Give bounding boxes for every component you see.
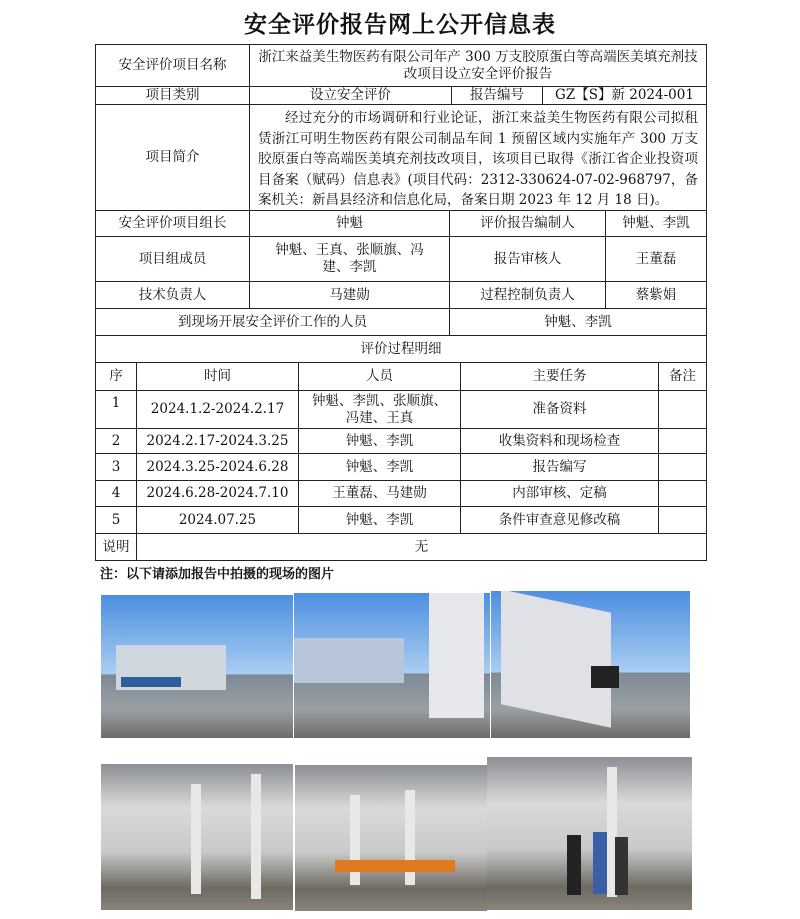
col-header-task: 主要任务 xyxy=(461,363,659,391)
row-1-remark xyxy=(659,391,707,429)
row-2-no: 2 xyxy=(96,429,137,454)
row-5-time: 2024.07.25 xyxy=(137,507,299,534)
reviewer: 王董磊 xyxy=(606,237,707,282)
row-2-remark xyxy=(659,429,707,454)
report-no-label: 报告编号 xyxy=(452,87,543,105)
site-photo-interior-1 xyxy=(101,764,293,910)
info-table xyxy=(95,44,707,561)
note-value: 无 xyxy=(137,534,707,561)
row-4-task: 内部审核、定稿 xyxy=(461,481,659,507)
tech: 马建勋 xyxy=(250,282,450,309)
col-header-people: 人员 xyxy=(299,363,461,391)
row-4-remark xyxy=(659,481,707,507)
process-ctrl: 蔡紫娟 xyxy=(606,282,707,309)
row-1-no: 1 xyxy=(96,391,137,429)
project-name: 浙江来益美生物医药有限公司年产 300 万支胶原蛋白等高端医美填充剂技改项目设立安全评价报告 xyxy=(250,45,707,87)
col-header-no: 序 xyxy=(96,363,137,391)
photo-note: 注：以下请添加报告中拍摄的现场的图片 xyxy=(100,567,335,582)
row-2-people: 钟魁、李凯 xyxy=(299,429,461,454)
col-header-time: 时间 xyxy=(137,363,299,391)
col-header-remark: 备注 xyxy=(659,363,707,391)
row-3-time: 2024.3.25-2024.6.28 xyxy=(137,454,299,481)
row-4-people: 王董磊、马建勋 xyxy=(299,481,461,507)
category-label: 项目类别 xyxy=(96,87,250,105)
row-5-task: 条件审查意见修改稿 xyxy=(461,507,659,534)
onsite-label: 到现场开展安全评价工作的人员 xyxy=(96,309,450,336)
row-1-time: 2024.1.2-2024.2.17 xyxy=(137,391,299,429)
process-ctrl-label: 过程控制负责人 xyxy=(450,282,606,309)
category: 设立安全评价 xyxy=(250,87,452,105)
leader: 钟魁 xyxy=(250,211,450,237)
row-4-time: 2024.6.28-2024.7.10 xyxy=(137,481,299,507)
row-5-no: 5 xyxy=(96,507,137,534)
note-label: 说明 xyxy=(96,534,137,561)
row-4-no: 4 xyxy=(96,481,137,507)
row-3-remark xyxy=(659,454,707,481)
compiler: 钟魁、李凯 xyxy=(606,211,707,237)
report-no: GZ【S】新 2024-001 xyxy=(543,87,707,105)
row-1-people: 钟魁、李凯、张顺旗、冯建、王真 xyxy=(299,391,461,429)
summary-label: 项目简介 xyxy=(96,105,250,211)
site-photo-exterior-3 xyxy=(491,591,690,738)
row-1-task: 准备资料 xyxy=(461,391,659,429)
row-5-people: 钟魁、李凯 xyxy=(299,507,461,534)
row-5-remark xyxy=(659,507,707,534)
site-photo-interior-3 xyxy=(487,757,692,910)
row-3-people: 钟魁、李凯 xyxy=(299,454,461,481)
members: 钟魁、王真、张顺旗、冯建、李凯 xyxy=(250,237,450,282)
summary: 经过充分的市场调研和行业论证，浙江来益美生物医药有限公司拟租赁浙江可明生物医药有限公司制品车间 1 预留区域内实施年产 300 万支胶原蛋白等高端医美填充剂技改项目，该项目已取得《浙江省企业投资项目备案（赋码）信息表》(项目代码：2312-330624-07-02-968797，备案机关：新昌县经济和信息化局，备案日期 2023 年 12 月 18 日)。 xyxy=(250,105,707,211)
site-photo-interior-2 xyxy=(295,765,487,911)
compiler-label: 评价报告编制人 xyxy=(450,211,606,237)
page-title: 安全评价报告网上公开信息表 xyxy=(244,11,556,38)
row-3-no: 3 xyxy=(96,454,137,481)
row-3-task: 报告编写 xyxy=(461,454,659,481)
leader-label: 安全评价项目组长 xyxy=(96,211,250,237)
site-photo-exterior-1 xyxy=(101,595,293,738)
reviewer-label: 报告审核人 xyxy=(450,237,606,282)
row-2-task: 收集资料和现场检查 xyxy=(461,429,659,454)
onsite: 钟魁、李凯 xyxy=(450,309,707,336)
process-section-title: 评价过程明细 xyxy=(96,336,707,363)
tech-label: 技术负责人 xyxy=(96,282,250,309)
project-name-label: 安全评价项目名称 xyxy=(96,45,250,87)
members-label: 项目组成员 xyxy=(96,237,250,282)
site-photo-exterior-2 xyxy=(294,593,490,738)
row-2-time: 2024.2.17-2024.3.25 xyxy=(137,429,299,454)
